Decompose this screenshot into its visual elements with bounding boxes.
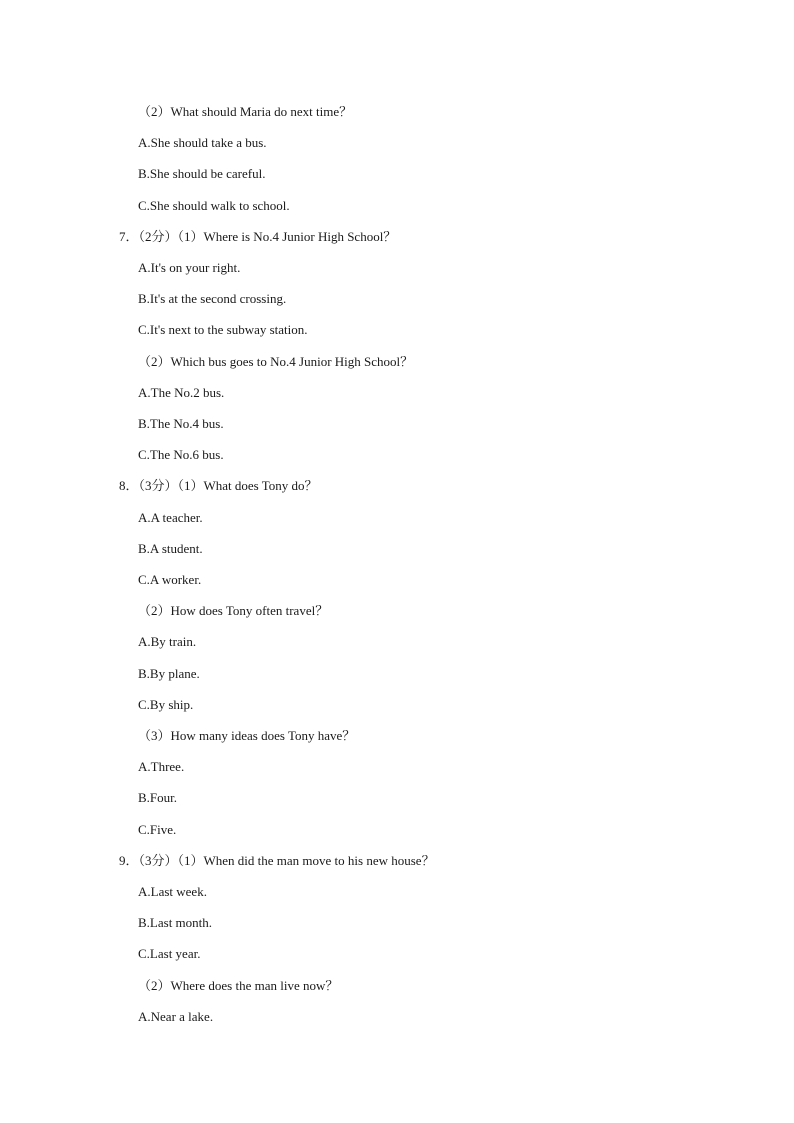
sub-question-line: （2）Which bus goes to No.4 Junior High School？ xyxy=(138,353,414,369)
answer-option: A.Three. xyxy=(138,759,185,775)
answer-option: B.Four. xyxy=(138,790,178,806)
answer-option: B.By plane. xyxy=(138,665,200,681)
answer-option: C.She should walk to school. xyxy=(138,197,290,213)
question-line: 7．（2分）（1）Where is No.4 Junior High School？ xyxy=(119,228,397,244)
answer-option: B.Last month. xyxy=(138,915,213,931)
answer-option: C.A worker. xyxy=(138,572,202,587)
answer-option: C.It's next to the subway station. xyxy=(138,322,308,338)
answer-option: B.It's at the second crossing. xyxy=(138,291,287,307)
answer-option: A.By train. xyxy=(138,634,197,650)
answer-option: B.A student. xyxy=(138,540,203,556)
answer-option: B.The No.4 bus. xyxy=(138,416,224,431)
answer-option: C.Five. xyxy=(138,821,177,837)
sub-question-line: （3）How many ideas does Tony have？ xyxy=(138,728,356,743)
answer-option: A.Last week. xyxy=(138,884,207,899)
question-line: 8．（3分）（1）What does Tony do？ xyxy=(119,478,318,494)
answer-option: A.Near a lake. xyxy=(138,1008,214,1024)
sub-question-line: （2）Where does the man live now？ xyxy=(138,977,339,993)
answer-option: B.She should be careful. xyxy=(138,166,266,182)
answer-option: C.The No.6 bus. xyxy=(138,447,224,463)
answer-option: C.By ship. xyxy=(138,696,194,712)
sub-question-line: （2）What should Maria do next time？ xyxy=(138,104,353,119)
answer-option: A.She should take a bus. xyxy=(138,135,267,151)
answer-option: A.The No.2 bus. xyxy=(138,384,225,400)
sub-question-line: （2）How does Tony often travel？ xyxy=(138,603,329,619)
question-line: 9．（3分）（1）When did the man move to his new house？ xyxy=(119,852,435,868)
answer-option: A.It's on your right. xyxy=(138,260,241,275)
answer-option: A.A teacher. xyxy=(138,509,203,525)
answer-option: C.Last year. xyxy=(138,946,201,962)
